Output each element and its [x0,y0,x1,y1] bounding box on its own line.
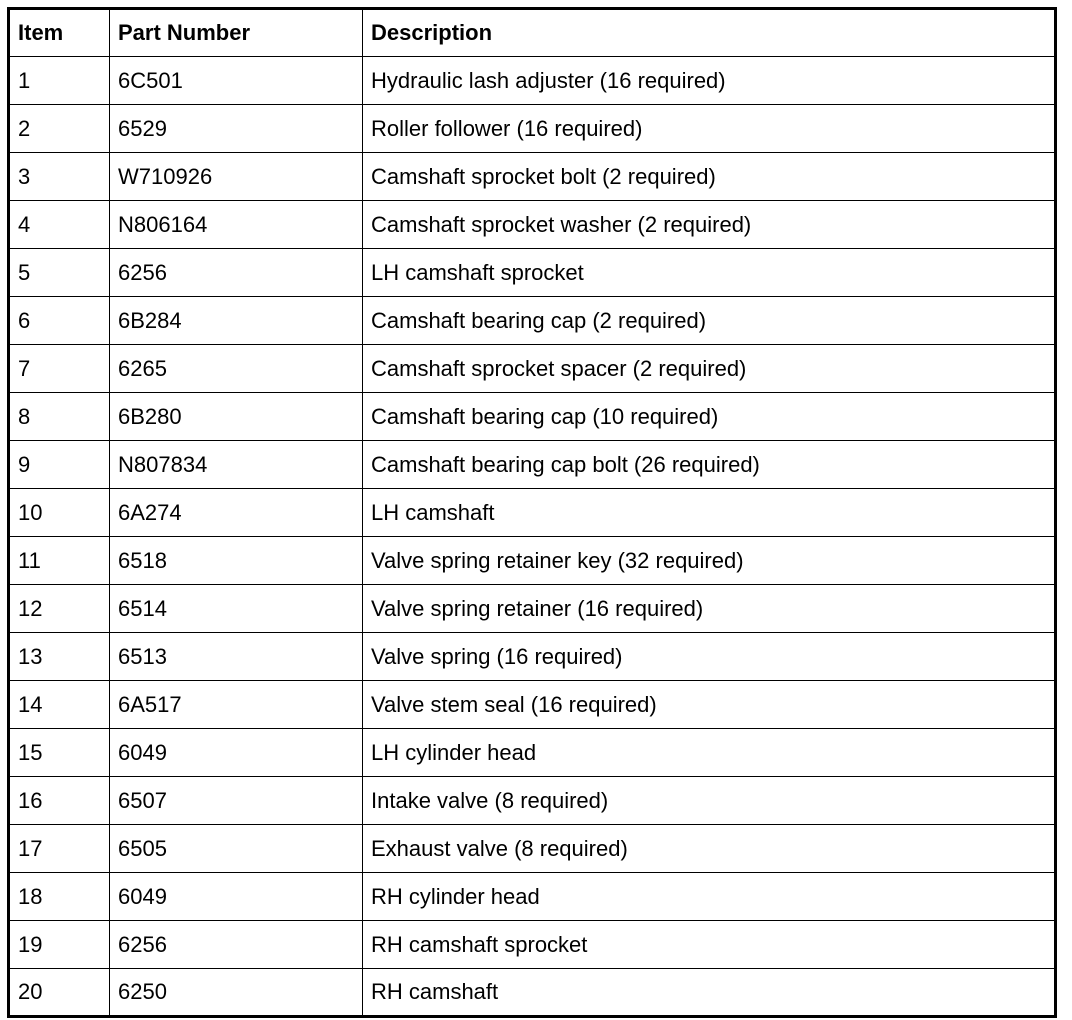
table-row [9,537,1056,585]
table-row [9,825,1056,873]
description-cell: Camshaft sprocket spacer (2 required) [363,345,1056,393]
part-number-cell: N806164 [110,201,363,249]
part-number-cell: 6265 [110,345,363,393]
part-number-cell: 6B280 [110,393,363,441]
header-description: Description [363,9,1056,57]
part-number-cell: 6256 [110,921,363,969]
table-row [9,585,1056,633]
table-header [9,9,1056,57]
parts-table [7,7,1057,1018]
part-number-cell: 6507 [110,777,363,825]
table-row [9,393,1056,441]
description-cell: Exhaust valve (8 required) [363,825,1056,873]
description-cell: Hydraulic lash adjuster (16 required) [363,57,1056,105]
table-row [9,57,1056,105]
description-cell: RH camshaft [363,969,1056,1017]
table-row [9,345,1056,393]
description-cell: Valve spring retainer key (32 required) [363,537,1056,585]
part-number-cell: W710926 [110,153,363,201]
table-row [9,969,1056,1017]
part-number-cell: 6049 [110,873,363,921]
table-row [9,105,1056,153]
description-cell: LH camshaft [363,489,1056,537]
table-row [9,633,1056,681]
item-cell: 14 [9,681,110,729]
item-cell: 11 [9,537,110,585]
item-cell: 2 [9,105,110,153]
table-row [9,681,1056,729]
table-row [9,489,1056,537]
table-row [9,873,1056,921]
item-cell: 18 [9,873,110,921]
item-cell: 9 [9,441,110,489]
table-row [9,921,1056,969]
table-row [9,249,1056,297]
item-cell: 17 [9,825,110,873]
part-number-cell: 6256 [110,249,363,297]
part-number-cell: 6250 [110,969,363,1017]
item-cell: 10 [9,489,110,537]
description-cell: LH cylinder head [363,729,1056,777]
part-number-cell: 6518 [110,537,363,585]
item-cell: 15 [9,729,110,777]
table-body [9,57,1056,1017]
part-number-cell: 6A274 [110,489,363,537]
description-cell: Valve spring (16 required) [363,633,1056,681]
description-cell: Camshaft bearing cap (10 required) [363,393,1056,441]
table-row [9,201,1056,249]
header-part-number: Part Number [110,9,363,57]
part-number-cell: 6A517 [110,681,363,729]
part-number-cell: 6529 [110,105,363,153]
part-number-cell: 6049 [110,729,363,777]
header-row [9,9,1056,57]
item-cell: 19 [9,921,110,969]
item-cell: 6 [9,297,110,345]
item-cell: 13 [9,633,110,681]
item-cell: 20 [9,969,110,1017]
description-cell: Camshaft sprocket bolt (2 required) [363,153,1056,201]
item-cell: 7 [9,345,110,393]
table-row [9,777,1056,825]
description-cell: Camshaft sprocket washer (2 required) [363,201,1056,249]
part-number-cell: 6B284 [110,297,363,345]
part-number-cell: 6505 [110,825,363,873]
description-cell: RH cylinder head [363,873,1056,921]
description-cell: LH camshaft sprocket [363,249,1056,297]
header-item: Item [9,9,110,57]
item-cell: 3 [9,153,110,201]
description-cell: Camshaft bearing cap bolt (26 required) [363,441,1056,489]
item-cell: 1 [9,57,110,105]
description-cell: Roller follower (16 required) [363,105,1056,153]
part-number-cell: N807834 [110,441,363,489]
description-cell: Intake valve (8 required) [363,777,1056,825]
part-number-cell: 6513 [110,633,363,681]
description-cell: Camshaft bearing cap (2 required) [363,297,1056,345]
table-row [9,729,1056,777]
part-number-cell: 6C501 [110,57,363,105]
item-cell: 8 [9,393,110,441]
description-cell: Valve spring retainer (16 required) [363,585,1056,633]
table-row [9,297,1056,345]
table-row [9,441,1056,489]
table-row [9,153,1056,201]
part-number-cell: 6514 [110,585,363,633]
description-cell: RH camshaft sprocket [363,921,1056,969]
item-cell: 12 [9,585,110,633]
item-cell: 16 [9,777,110,825]
item-cell: 5 [9,249,110,297]
description-cell: Valve stem seal (16 required) [363,681,1056,729]
item-cell: 4 [9,201,110,249]
